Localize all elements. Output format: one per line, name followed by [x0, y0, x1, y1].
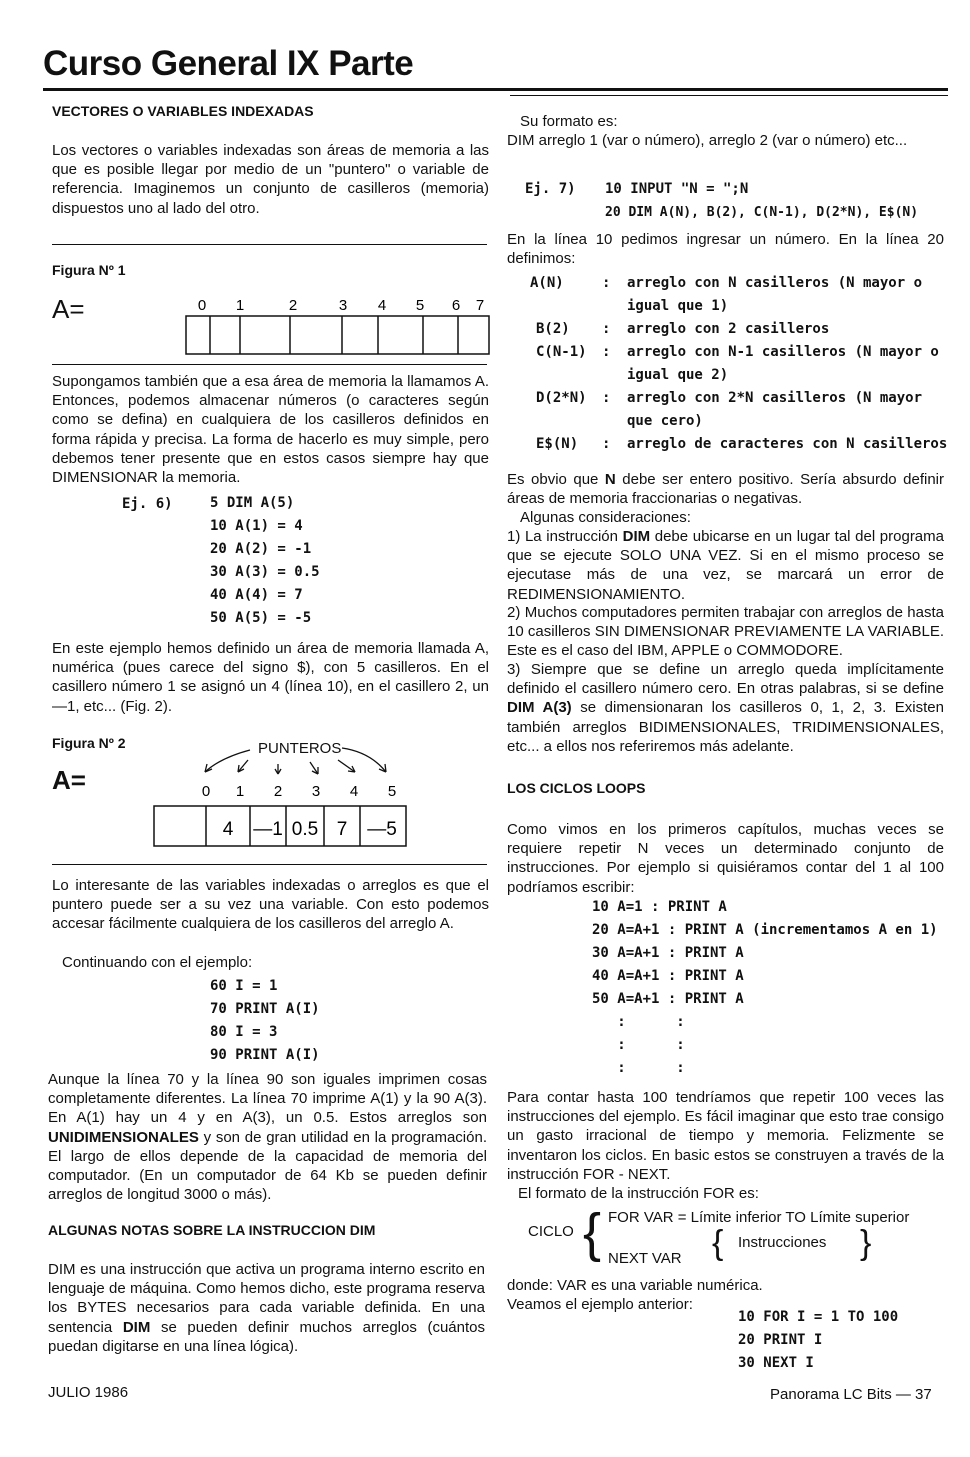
- paragraph: Veamos el ejemplo anterior:: [507, 1296, 693, 1313]
- paragraph: En la línea 10 pedimos ingresar un número. En la línea 20 definimos:: [507, 231, 944, 268]
- code-line: 30 NEXT I: [738, 1355, 814, 1371]
- def-desc: arreglo con N casilleros (N mayor o: [627, 275, 923, 291]
- paragraph: donde: VAR es una variable numérica.: [507, 1277, 763, 1294]
- code-block-ej7: [605, 178, 918, 224]
- code-line: 10 INPUT "N = ";N: [605, 181, 749, 197]
- code-line: 20 PRINT I: [738, 1332, 823, 1348]
- instructions-label: Instrucciones: [738, 1234, 827, 1251]
- inner-right-brace: }: [860, 1224, 872, 1262]
- def-colon: :: [602, 436, 611, 452]
- paragraph: El formato de la instrucción FOR es:: [518, 1185, 759, 1202]
- footer-date: JULIO 1986: [48, 1384, 129, 1401]
- code-line: : :: [592, 1037, 685, 1053]
- def-desc: igual que 1): [627, 298, 729, 314]
- paragraph: DIM es una instrucción que activa un programa interno escrito en lenguaje de máquina. Como hemos dicho, este programa reserva los BYTES necesarios para cada variable definida. En una sentencia DIM se pueden definir muchos arreglos (cuántos puedan digitarse en una línea lógica).: [48, 1261, 485, 1355]
- array-index: 2: [288, 297, 298, 314]
- section-heading-vectores: VECTORES O VARIABLES INDEXADAS: [52, 103, 314, 119]
- paragraph: Aunque la línea 70 y la línea 90 son iguales imprimen cosas completamente diferentes. La línea 70 imprime A(1) y la 90 A(3). En A(1) hay un 4 y en A(3), un 0.5. Estos arreglos son UNIDIMENSIONALES y son de gran utilidad en la programación. El largo de ellos depende de la capacidad de memoria del computador. (En un computador de 64 Kb se pueden definir arreglos de longitud 3000 o más).: [48, 1071, 487, 1204]
- def-desc: arreglo con 2 casilleros: [627, 321, 830, 337]
- ciclo-label: CICLO: [528, 1223, 574, 1240]
- array-index: 3: [311, 783, 321, 800]
- array-index: 1: [235, 297, 245, 314]
- code-line: 50 A(5) = -5: [210, 610, 312, 626]
- paragraph: Su formato es:: [520, 113, 618, 130]
- code-line: 5 DIM A(5): [210, 495, 295, 511]
- code-line: 50 A=A+1 : PRINT A: [592, 991, 744, 1007]
- code-line: 20 DIM A(N), B(2), C(N-1), D(2*N), E$(N): [605, 205, 919, 220]
- pointer-arrows-diagram: [150, 738, 410, 850]
- paragraph: 3) Siempre que se define un arreglo queda implícitamente definido el casillero número cero. En otras palabras, si se define DIM A(3) se dimensionaran los casilleros 0, 1, 2, 3. Existen también arreglos BIDIMENSIONALES, TRIDIMENSIONALES, etc... a ellos nos referiremos más adelante.: [507, 661, 944, 755]
- array-name: A=: [52, 294, 85, 324]
- array-index: 5: [415, 297, 425, 314]
- divider: [52, 244, 487, 245]
- array-value: 0.5: [291, 819, 319, 840]
- array-index: 4: [377, 297, 387, 314]
- def-name: B(2): [536, 321, 570, 337]
- code-block-loop: [592, 896, 938, 1080]
- paragraph: En este ejemplo hemos definido un área de memoria llamada A, numérica (pues carece del signo $), con 5 casilleros. En el casillero número 1 se asignó un 4 (línea 10), en el casillero 2, un —1, etc... (Fig. 2).: [52, 640, 489, 715]
- array-name: A=: [52, 765, 86, 795]
- section-heading-ciclos: LOS CICLOS LOOPS: [507, 780, 646, 796]
- code-line: 20 A(2) = -1: [210, 541, 312, 557]
- code-line: 10 FOR I = 1 TO 100: [738, 1309, 899, 1325]
- array-cells-diagram: [180, 296, 495, 358]
- def-name: A(N): [530, 275, 564, 291]
- def-name: E$(N): [536, 436, 579, 452]
- punteros-label: PUNTEROS: [258, 740, 342, 757]
- def-name: C(N-1): [536, 344, 587, 360]
- code-line: 90 PRINT A(I): [210, 1047, 320, 1063]
- array-index: 5: [387, 783, 397, 800]
- def-desc: igual que 2): [627, 367, 729, 383]
- def-colon: :: [602, 344, 611, 360]
- array-value: 4: [222, 819, 234, 840]
- def-desc: arreglo con 2*N casilleros (N mayor: [627, 390, 923, 406]
- paragraph: Algunas consideraciones:: [520, 509, 691, 526]
- figure-label: Figura Nº 1: [52, 262, 126, 278]
- array-index: 3: [338, 297, 348, 314]
- array-value: —5: [367, 819, 397, 840]
- paragraph: Como vimos en los primeros capítulos, muchas veces se requiere repetir N veces un determinado conjunto de instrucciones. Por ejemplo si quisiéramos contar del 1 al 100 podríamos escribir:: [507, 821, 944, 896]
- array-value: 7: [336, 819, 348, 840]
- array-index: 0: [201, 783, 211, 800]
- array-value: —1: [253, 819, 283, 840]
- paragraph: Lo interesante de las variables indexadas o arreglos es que el puntero puede ser a su vez una variable. Con esto podemos accesar fácilmente cualquiera de los casilleros del arreglo A.: [52, 877, 489, 933]
- code-line: 30 A(3) = 0.5: [210, 564, 320, 580]
- def-colon: :: [602, 390, 611, 406]
- figure-label: Figura Nº 2: [52, 735, 126, 751]
- code-block-ej-cont: [210, 975, 320, 1067]
- left-brace: {: [583, 1203, 602, 1263]
- divider: [52, 364, 487, 365]
- code-line: 40 A=A+1 : PRINT A: [592, 968, 744, 984]
- array-index: 7: [475, 297, 485, 314]
- code-line: 80 I = 3: [210, 1024, 278, 1040]
- paragraph: Los vectores o variables indexadas son áreas de memoria a las que es posible llegar por medio de un "puntero" o variable de referencia. Imaginemos un conjunto de casilleros (memoria) dispuestos uno al lado del otro.: [52, 142, 489, 217]
- inner-left-brace: {: [712, 1224, 724, 1262]
- footer-page: Panorama LC Bits — 37: [770, 1386, 932, 1403]
- paragraph: 1) La instrucción DIM debe ubicarse en un lugar tal del programa que se ejecute SOLO UNA VEZ. Si en el mismo proceso se ejecutase más de una vez, se marcará un error de REDIMENSIONAMIENTO.: [507, 528, 944, 603]
- paragraph: Es obvio que N debe ser entero positivo. Sería absurdo definir áreas de memoria fraccionarias o negativas.: [507, 471, 944, 508]
- array-index: 4: [349, 783, 359, 800]
- paragraph: Para contar hasta 100 tendríamos que repetir 100 veces las instrucciones del ejemplo. Es fácil imaginar que esto trae consigo un gasto irracional de tiempo y memoria. Felizmente se inventaron los ciclos. En basic estos se construyen a través de la instrucción FOR - NEXT.: [507, 1089, 944, 1183]
- def-colon: :: [602, 321, 611, 337]
- def-desc: que cero): [627, 413, 703, 429]
- code-line: 30 A=A+1 : PRINT A: [592, 945, 744, 961]
- page-title: Curso General IX Parte: [43, 44, 414, 83]
- section-heading-dim: ALGUNAS NOTAS SOBRE LA INSTRUCCION DIM: [48, 1222, 376, 1238]
- next-line: NEXT VAR: [608, 1250, 682, 1267]
- array-index: 0: [197, 297, 207, 314]
- code-line: 60 I = 1: [210, 978, 278, 994]
- code-line: : :: [592, 1014, 685, 1030]
- code-line: 20 A=A+1 : PRINT A (incrementamos A en 1): [592, 922, 938, 938]
- def-name: D(2*N): [536, 390, 587, 406]
- array-index: 2: [273, 783, 283, 800]
- code-block-for: [738, 1306, 898, 1375]
- code-line: 10 A=1 : PRINT A: [592, 899, 727, 915]
- code-line: 10 A(1) = 4: [210, 518, 303, 534]
- example-label: Ej. 6): [122, 496, 173, 512]
- def-desc: arreglo con N-1 casilleros (N mayor o: [627, 344, 939, 360]
- code-line: 70 PRINT A(I): [210, 1001, 320, 1017]
- paragraph: Supongamos también que a esa área de memoria la llamamos A. Entonces, podemos almacenar números (o caracteres según como se defina) en cualquiera de los casilleros definidos en forma rápida y precisa. La forma de hacerlo es muy simple, pero debemos tener presente que en estos casos siempre hay que DIMENSIONAR la memoria.: [52, 373, 489, 487]
- paragraph: 2) Muchos computadores permiten trabajar con arreglos de hasta 10 casilleros SIN DIMENSIONAR PREVIAMENTE LA VARIABLE. Este es el caso del IBM, APPLE o COMMODORE.: [507, 604, 944, 660]
- definitions-list: [530, 275, 950, 465]
- for-line: FOR VAR = Límite inferior TO Límite superior: [608, 1209, 910, 1226]
- paragraph: DIM arreglo 1 (var o número), arreglo 2 (var o número) etc...: [507, 132, 908, 149]
- code-line: : :: [592, 1060, 685, 1076]
- def-colon: :: [602, 275, 611, 291]
- array-index: 6: [451, 297, 461, 314]
- code-line: 40 A(4) = 7: [210, 587, 303, 603]
- title-rule-thin: [510, 95, 948, 96]
- paragraph: Continuando con el ejemplo:: [62, 954, 253, 971]
- array-index: 1: [235, 783, 245, 800]
- code-block-ej6: [210, 492, 320, 630]
- title-rule: [43, 88, 948, 91]
- def-desc: arreglo de caracteres con N casilleros: [627, 436, 948, 452]
- example-label: Ej. 7): [525, 181, 576, 197]
- divider: [52, 864, 487, 865]
